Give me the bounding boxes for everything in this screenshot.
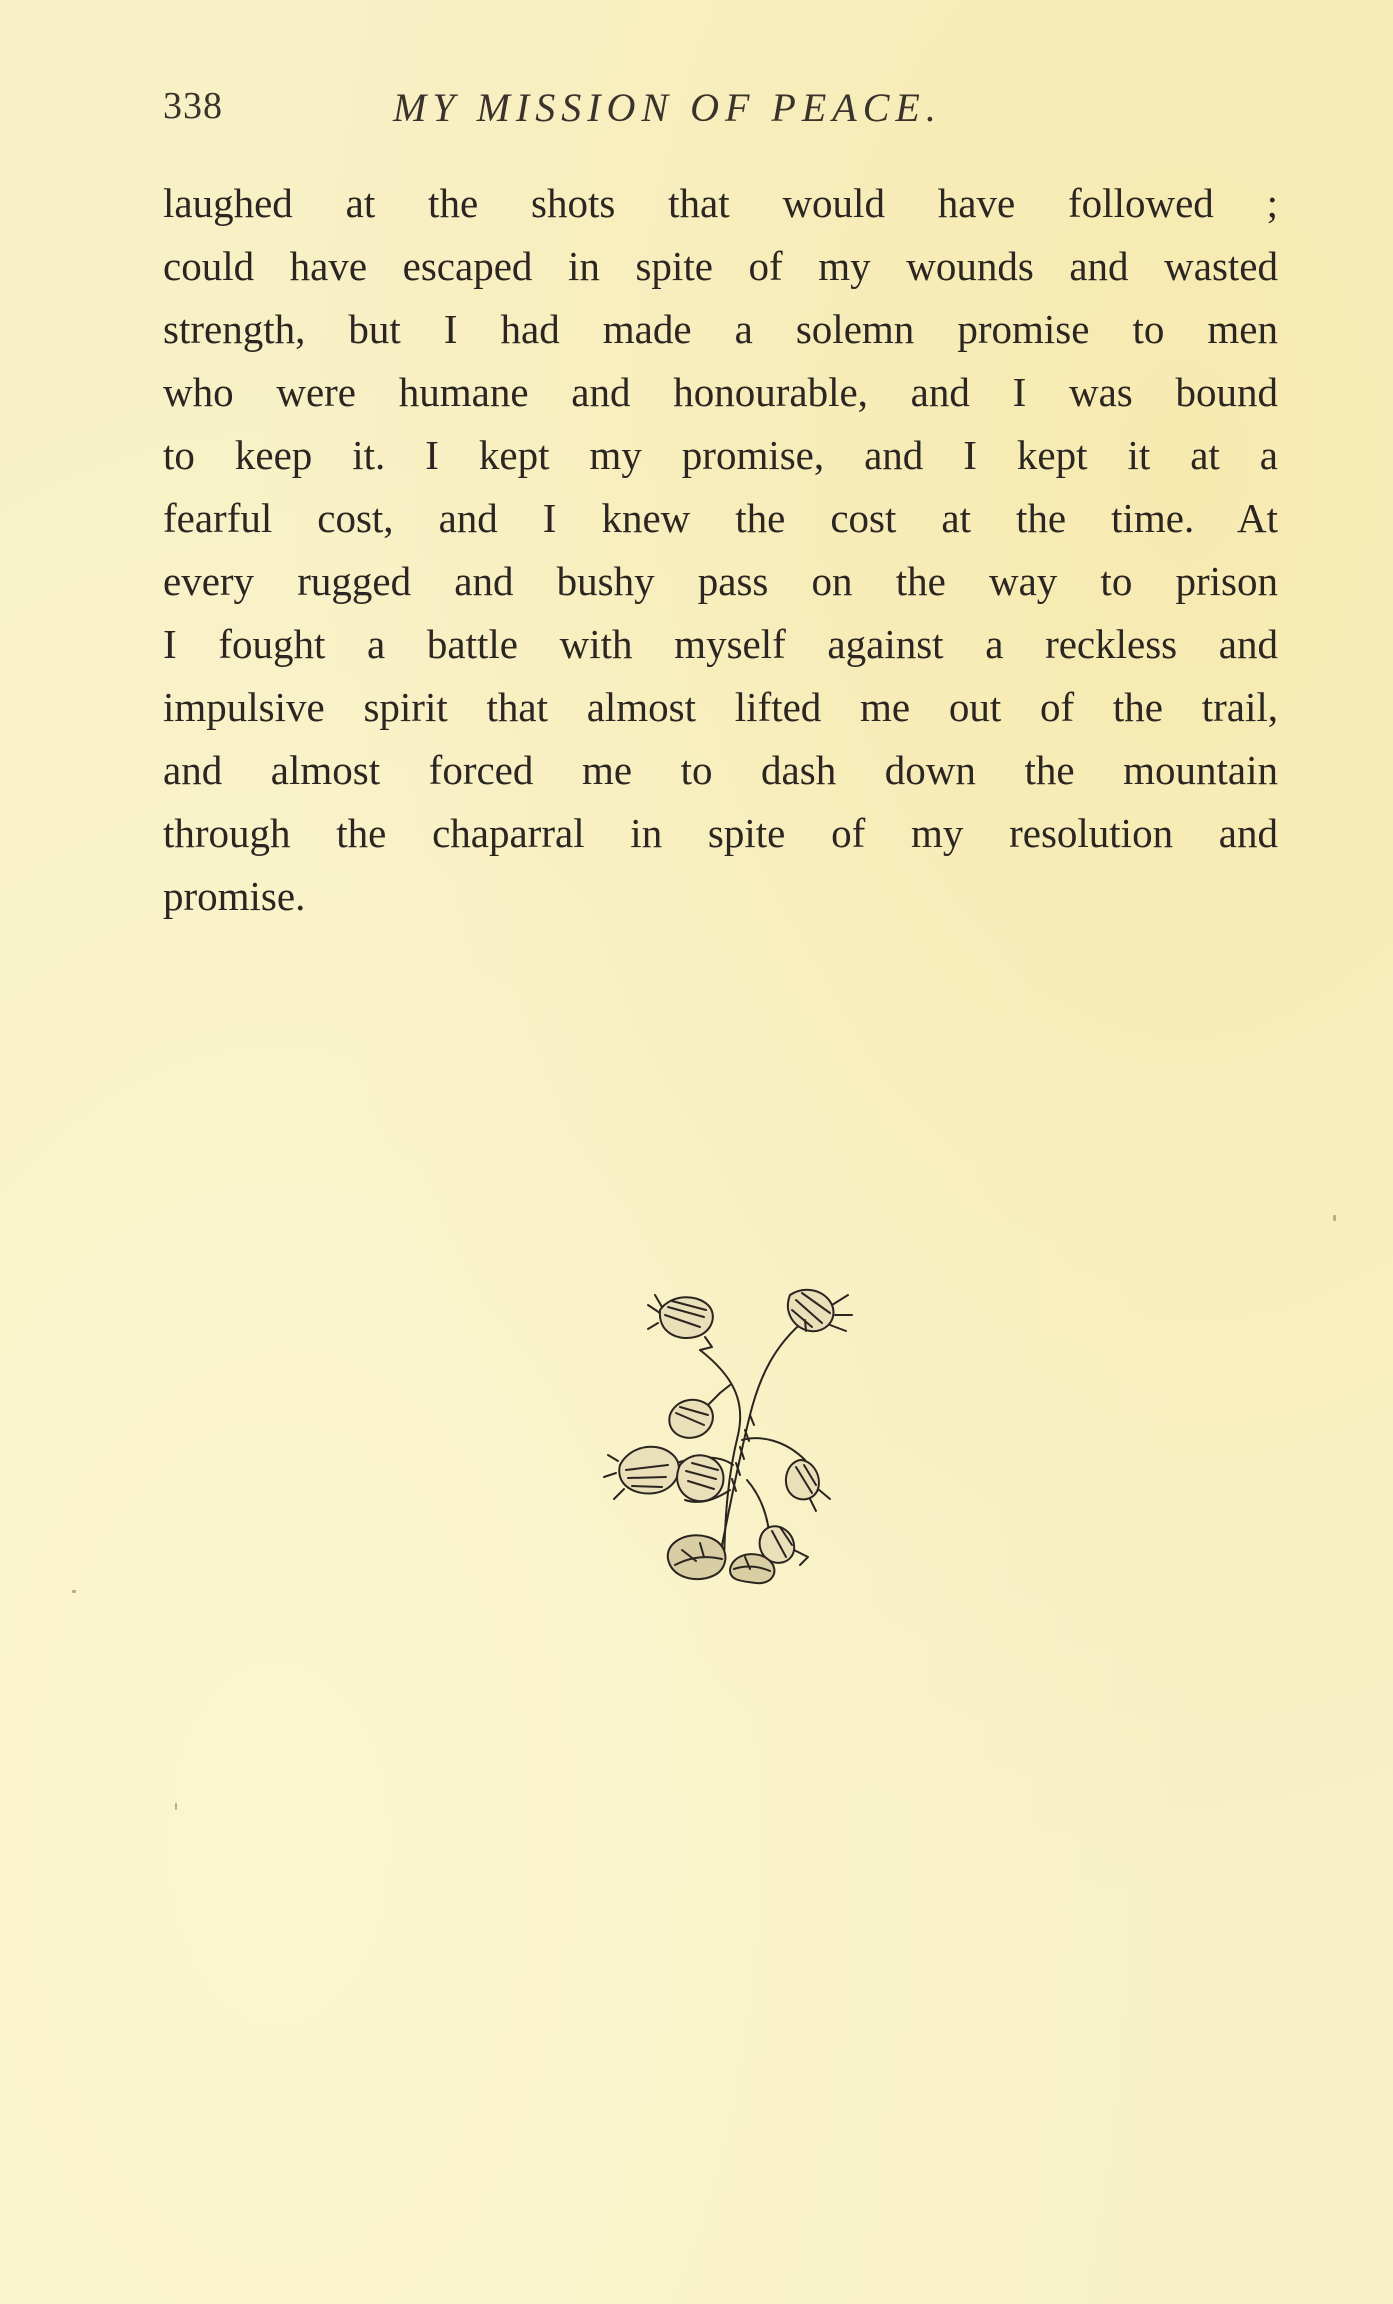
text-line: could have escaped in spite of my wounds and wasted [163,243,1278,289]
text-line: every rugged and bushy pass on the way to prison [163,558,1278,604]
text-line: impulsive spirit that almost lifted me out of the trail, [163,684,1278,730]
paper-speck [1333,1215,1336,1221]
text-line: who were humane and honourable, and I was bound [163,369,1278,415]
body-text [163,172,1278,928]
text-line: strength, but I had made a solemn promise to men [163,306,1278,352]
text-line: and almost forced me to dash down the mountain [163,747,1278,793]
running-title: MY MISSION OF PEACE. [393,85,942,130]
text-line: I fought a battle with myself against a reckless and [163,621,1278,667]
running-head [163,84,1278,140]
text-line: to keep it. I kept my promise, and I kept it at a [163,432,1278,478]
page-number: 338 [163,85,223,127]
floral-tailpiece-icon [600,1265,870,1585]
paper-speck [72,1590,76,1593]
paper-speck [175,1803,177,1810]
text-line: laughed at the shots that would have followed ; [163,180,1278,226]
text-line: through the chaparral in spite of my resolution and [163,810,1278,856]
text-line: fearful cost, and I knew the cost at the time. At [163,495,1278,541]
text-line: promise. [163,873,306,919]
